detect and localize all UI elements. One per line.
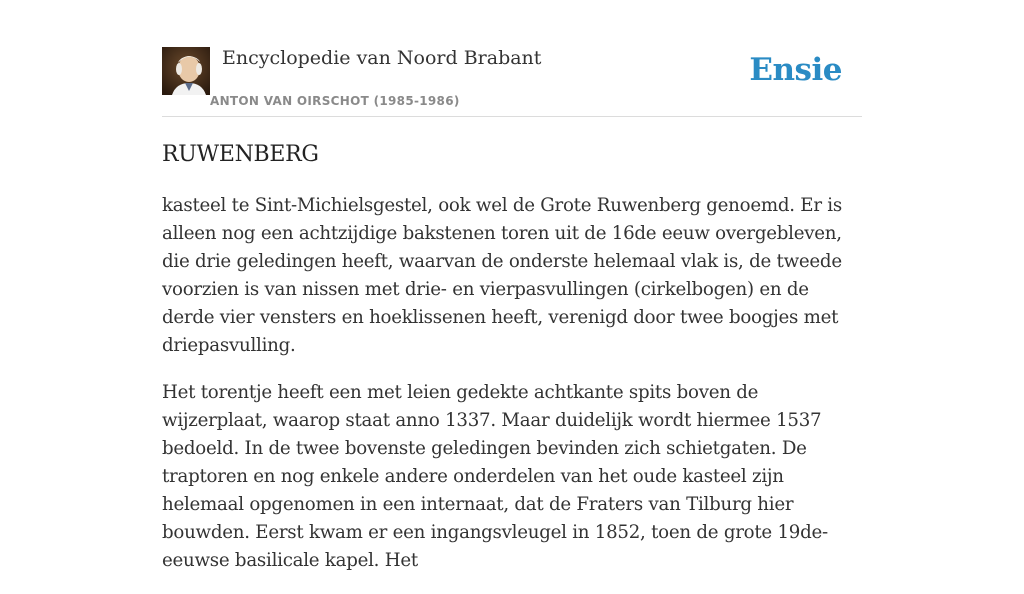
ensie-logo[interactable]: Ensie <box>749 52 842 88</box>
author-avatar <box>162 47 210 95</box>
author-name[interactable]: ANTON VAN OIRSCHOT (1985-1986) <box>210 94 460 108</box>
article-body <box>162 192 864 594</box>
article-header <box>162 46 862 117</box>
article-paragraph: kasteel te Sint-Michielsgestel, ook wel de Grote Ruwenberg genoemd. Er is alleen nog een achtzijdige bakstenen toren uit de 16de eeuw overgebleven, die drie geledingen heeft, waarvan de onderste helemaal vlak is, de tweede voorzien is van nissen met drie- en vierpasvullingen (cirkelbogen) en de derde vier vensters en hoeklissenen heeft, verenigd door twee boogjes met driepasvulling. <box>162 195 842 356</box>
article-title: RUWENBERG <box>162 142 319 167</box>
article-paragraph: Het torentje heeft een met leien gedekte achtkante spits boven de wijzerplaat, waarop staat anno 1337. Maar duidelijk wordt hiermee 1537 bedoeld. In de twee bovenste geledingen bevinden zich schietgaten. De traptoren en nog enkele andere onderdelen van het oude kasteel zijn helemaal opgenomen in een internaat, dat de Fraters van Tilburg hier bouwden. Eerst kwam er een ingangsvleugel in 1852, toen de grote 19de-eeuwse basilicale kapel. Het <box>162 382 828 571</box>
publication-title[interactable]: Encyclopedie van Noord Brabant <box>222 47 542 69</box>
